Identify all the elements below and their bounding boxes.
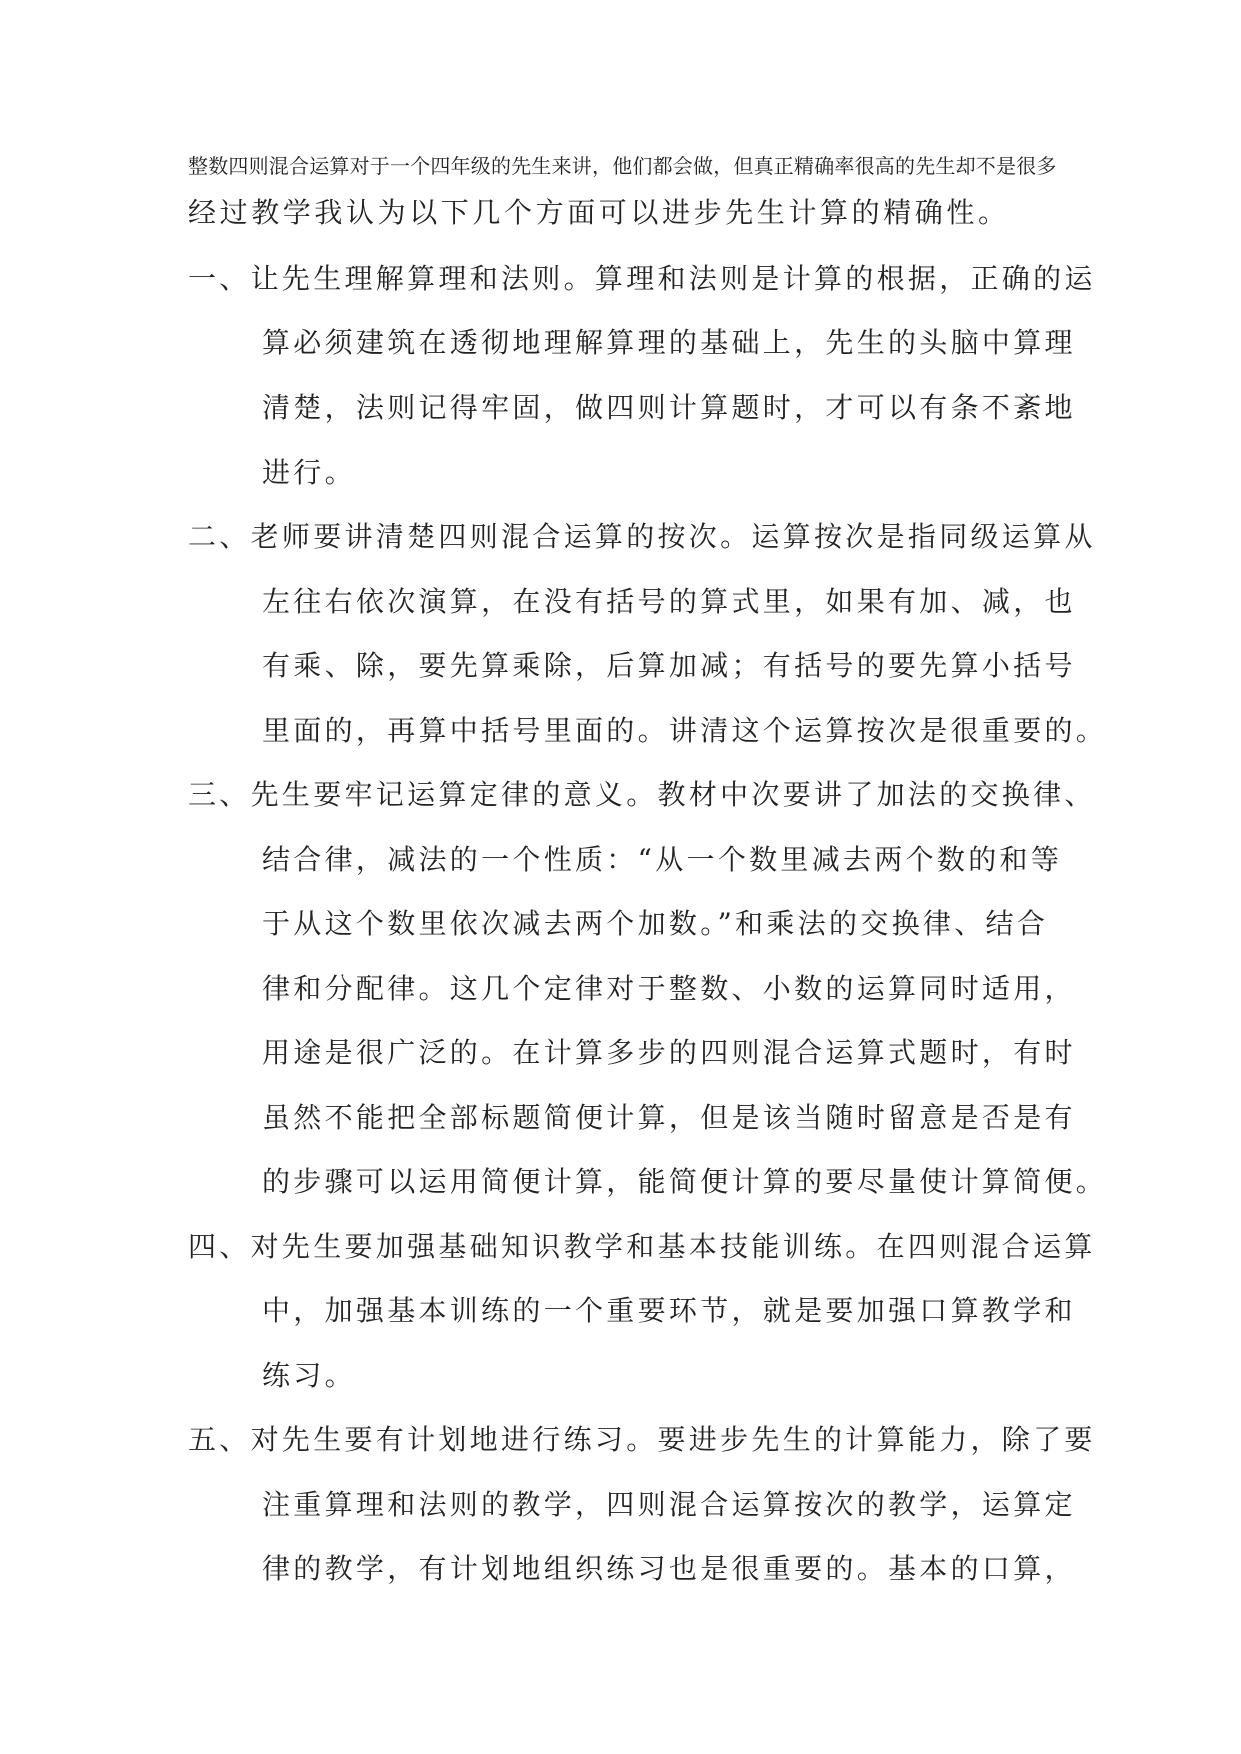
section-5-line-1: 对先生要有计划地进行练习。要进步先生的计算能力，除了要 (250, 1423, 1096, 1456)
section-4-line-2: 中，加强基本训练的一个重要环节，就是要加强口算教学和 (262, 1294, 1076, 1327)
section-2-first-line (188, 519, 1096, 555)
section-2-line-2: 左往右依次演算，在没有括号的算式里，如果有加、减，也 (262, 585, 1076, 618)
section-1-line-4: 进行。 (262, 456, 356, 489)
section-3-line-4: 律和分配律。这几个定律对于整数、小数的运算同时适用， (262, 972, 1076, 1005)
intro-line-1: 整数四则混合运算对于一个四年级的先生来讲，他们都会做，但真正精确率很高的先生却不是很多 (188, 154, 1057, 178)
section-3-marker: 三、 (188, 778, 251, 811)
section-3-line-6: 虽然不能把全部标题简便计算，但是该当随时留意是否是有 (262, 1101, 1076, 1134)
section-4-line-3: 练习。 (262, 1359, 356, 1392)
section-4-line-1: 对先生要加强基础知识教学和基本技能训练。在四则混合运算 (250, 1230, 1096, 1263)
section-4-first-line (188, 1229, 1096, 1265)
section-2-marker: 二、 (188, 520, 251, 553)
section-3-line-7: 的步骤可以运用简便计算，能简便计算的要尽量使计算简便。 (262, 1165, 1108, 1198)
section-1-line-1: 让先生理解算理和法则。算理和法则是计算的根据，正确的运 (250, 262, 1096, 295)
section-3-line-1: 先生要牢记运算定律的意义。教材中次要讲了加法的交换律、 (250, 778, 1096, 811)
intro-line-2: 经过教学我认为以下几个方面可以进步先生计算的精确性。 (188, 196, 1010, 229)
section-4-marker: 四、 (188, 1230, 251, 1263)
section-3-line-5: 用途是很广泛的。在计算多步的四则混合运算式题时，有时 (262, 1036, 1076, 1069)
section-5-marker: 五、 (188, 1423, 251, 1456)
section-1-line-3: 清楚，法则记得牢固，做四则计算题时，才可以有条不紊地 (262, 391, 1076, 424)
section-1-first-line (188, 261, 1096, 297)
section-3-line-3: 于从这个数里依次减去两个加数。”和乘法的交换律、结合 (262, 907, 1049, 940)
section-5-line-2: 注重算理和法则的教学，四则混合运算按次的教学，运算定 (262, 1488, 1076, 1521)
section-1-line-2: 算必须建筑在透彻地理解算理的基础上，先生的头脑中算理 (262, 326, 1076, 359)
section-5-line-3: 律的教学，有计划地组织练习也是很重要的。基本的口算， (262, 1552, 1076, 1585)
section-3-line-2: 结合律，减法的一个性质：“从一个数里减去两个数的和等 (262, 843, 1063, 876)
section-1-marker: 一、 (188, 262, 251, 295)
section-3-first-line (188, 777, 1096, 813)
section-2-line-3: 有乘、除，要先算乘除，后算加减；有括号的要先算小括号 (262, 649, 1076, 682)
section-2-line-4: 里面的，再算中括号里面的。讲清这个运算按次是很重要的。 (262, 714, 1108, 747)
section-2-line-1: 老师要讲清楚四则混合运算的按次。运算按次是指同级运算从 (250, 520, 1096, 553)
section-5-first-line (188, 1422, 1096, 1458)
